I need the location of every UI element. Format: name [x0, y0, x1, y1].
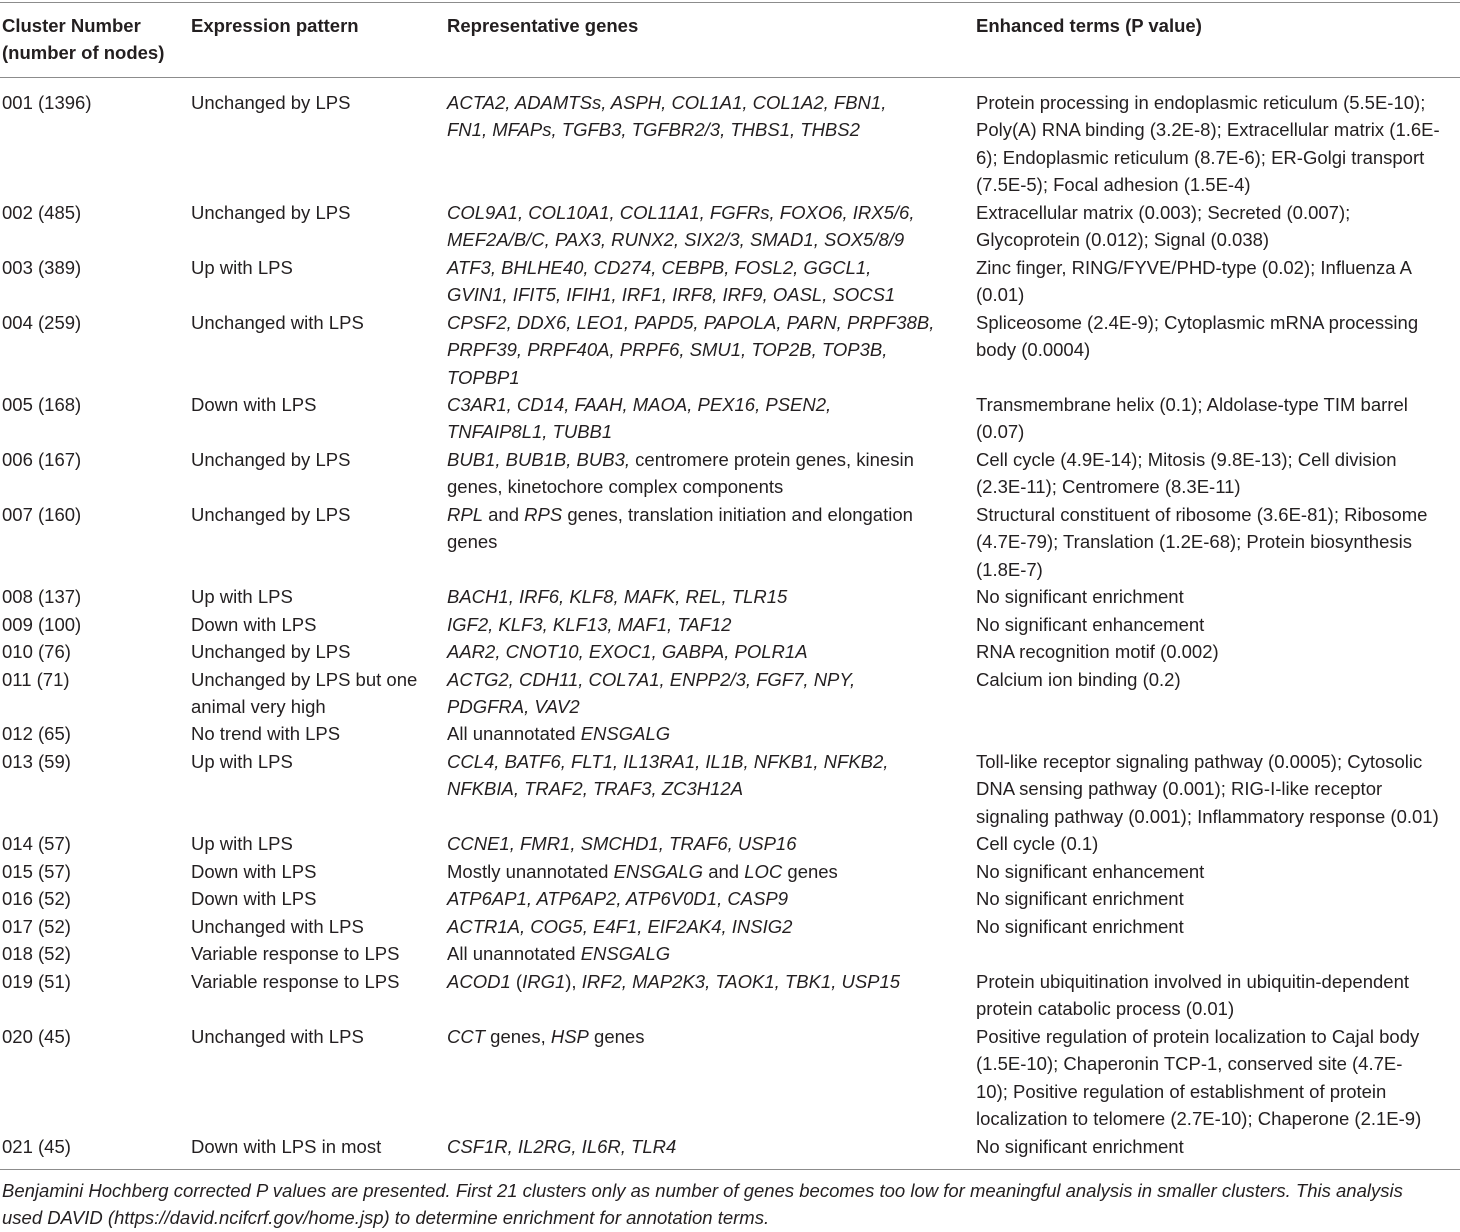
representative-genes	[447, 858, 838, 885]
representative-genes	[447, 528, 913, 555]
gene-text: ACTR1A, COG5, E4F1, EIF2AK4, INSIG2	[447, 916, 793, 937]
gene-text: RPS	[524, 504, 563, 525]
header-text: Expression pattern	[191, 15, 359, 36]
enhanced-terms: No significant enrichment	[976, 586, 1184, 607]
enhanced-terms: Zinc finger, RING/FYVE/PHD-type (0.02); Influenza A	[976, 257, 1412, 278]
enhanced-terms: No significant enrichment	[976, 916, 1184, 937]
gene-text: ACOD1	[447, 971, 511, 992]
header-col1	[2, 12, 164, 67]
representative-genes	[447, 666, 855, 693]
header-col3	[447, 12, 638, 39]
cluster-number: 020 (45)	[2, 1026, 71, 1047]
enhanced-terms: No significant enhancement	[976, 614, 1205, 635]
gene-text: genes,	[485, 1026, 551, 1047]
gene-text: PDGFRA, VAV2	[447, 696, 580, 718]
cluster-number: 012 (65)	[2, 723, 71, 744]
gene-text: COL9A1, COL10A1, COL11A1, FGFRs, FOXO6, IRX5/6,	[447, 202, 915, 223]
gene-text: HSP	[550, 1026, 589, 1047]
representative-genes	[447, 693, 855, 720]
expression-pattern: Up with LPS	[191, 751, 293, 772]
gene-text: RPL	[447, 504, 483, 525]
gene-text: and	[483, 504, 525, 525]
gene-text: IGF2, KLF3, KLF13, MAF1, TAF12	[447, 614, 732, 635]
enhanced-terms: DNA sensing pathway (0.001); RIG-I-like receptor	[976, 778, 1383, 800]
gene-text: All unannotated	[447, 943, 581, 964]
representative-genes	[447, 391, 831, 418]
enhanced-terms: Cell cycle (0.1)	[976, 833, 1099, 854]
enhanced-terms: RNA recognition motif (0.002)	[976, 641, 1219, 662]
header-text: Representative genes	[447, 15, 639, 36]
enhanced-terms: No significant enrichment	[976, 1136, 1184, 1157]
enhanced-terms: 6); Endoplasmic reticulum (8.7E-6); ER-Golgi transport	[976, 146, 1425, 168]
header-col2	[191, 12, 359, 39]
enhanced-terms: (4.7E-79); Translation (1.2E-68); Protein biosynthesis	[976, 531, 1412, 553]
expression-pattern: Down with LPS	[191, 888, 317, 909]
representative-genes	[447, 254, 895, 281]
gene-text: TNFAIP8L1, TUBB1	[447, 421, 613, 443]
representative-genes	[447, 775, 888, 802]
cluster-number: 003 (389)	[2, 257, 82, 278]
gene-text: ATF3, BHLHE40, CD274, CEBPB, FOSL2, GGCL1,	[447, 257, 872, 278]
header-rule	[0, 77, 1460, 78]
representative-genes	[447, 199, 914, 226]
gene-text: (	[510, 971, 523, 992]
enhanced-terms: No significant enhancement	[976, 861, 1205, 882]
enhanced-terms: (0.01)	[976, 284, 1025, 306]
gene-text: GVIN1, IFIT5, IFIH1, IRF1, IRF8, IRF9, OASL, SOCS1	[447, 284, 896, 306]
cluster-number: 005 (168)	[2, 394, 82, 415]
gene-text: ENSGALG	[580, 723, 671, 744]
cluster-number: 016 (52)	[2, 888, 71, 909]
enhanced-terms: (1.5E-10); Chaperonin TCP-1, conserved site (4.7E-	[976, 1053, 1403, 1075]
cluster-number: 017 (52)	[2, 916, 71, 937]
enhanced-terms: Cell cycle (4.9E-14); Mitosis (9.8E-13); Cell division	[976, 449, 1397, 470]
representative-genes	[447, 611, 731, 638]
enhanced-terms: Transmembrane helix (0.1); Aldolase-type TIM barrel	[976, 394, 1408, 415]
top-rule	[0, 2, 1460, 3]
enhanced-terms: (1.8E-7)	[976, 558, 1043, 580]
cluster-number: 008 (137)	[2, 586, 82, 607]
representative-genes	[447, 473, 914, 500]
gene-text: ATP6AP1, ATP6AP2, ATP6V0D1, CASP9	[447, 888, 789, 909]
header-text: Enhanced terms (P value)	[976, 15, 1202, 36]
representative-genes	[447, 1133, 676, 1160]
representative-genes	[447, 638, 808, 665]
enhanced-terms: Extracellular matrix (0.003); Secreted (0.007);	[976, 202, 1351, 223]
enhanced-terms: signaling pathway (0.001); Inflammatory response (0.01)	[976, 805, 1439, 827]
expression-pattern: Unchanged with LPS	[191, 1026, 364, 1047]
representative-genes	[447, 336, 934, 363]
gene-text: CCNE1, FMR1, SMCHD1, TRAF6, USP16	[447, 833, 797, 854]
expression-pattern: Unchanged by LPS	[191, 202, 351, 223]
representative-genes	[447, 940, 670, 967]
expression-pattern: Unchanged by LPS	[191, 449, 351, 470]
enhanced-terms: localization to telomere (2.7E-10); Chaperone (2.1E-9)	[976, 1107, 1422, 1129]
gene-text: BACH1, IRF6, KLF8, MAFK, REL, TLR15	[447, 586, 788, 607]
header-col4	[976, 12, 1202, 39]
expression-pattern: Down with LPS	[191, 614, 317, 635]
gene-text: ENSGALG	[613, 861, 704, 882]
representative-genes	[447, 913, 792, 940]
representative-genes	[447, 720, 670, 747]
cluster-number: 009 (100)	[2, 614, 82, 635]
representative-genes	[447, 309, 934, 336]
enhanced-terms: Toll-like receptor signaling pathway (0.0005); Cytosolic	[976, 751, 1423, 772]
gene-text: CCL4, BATF6, FLT1, IL13RA1, IL1B, NFKB1, NFKB2,	[447, 751, 889, 772]
footnote-line: Benjamini Hochberg corrected P values are presented. First 21 clusters only as number of genes becomes too low for meaningful analysis in smaller clusters. This analysis	[2, 1180, 1403, 1201]
expression-pattern: animal very high	[191, 696, 326, 718]
cluster-number: 018 (52)	[2, 943, 71, 964]
representative-genes	[447, 968, 900, 995]
expression-pattern: Unchanged by LPS	[191, 92, 351, 113]
representative-genes	[447, 281, 895, 308]
gene-text: genes	[588, 1026, 645, 1047]
gene-text: FN1, MFAPs, TGFB3, TGFBR2/3, THBS1, THBS2	[447, 119, 860, 141]
enhanced-terms: protein catabolic process (0.01)	[976, 998, 1235, 1020]
enhanced-terms: 10); Positive regulation of establishment of protein	[976, 1080, 1387, 1102]
gene-text: LOC	[744, 861, 783, 882]
cluster-number: 010 (76)	[2, 641, 71, 662]
expression-pattern: Unchanged by LPS	[191, 641, 351, 662]
gene-text: CPSF2, DDX6, LEO1, PAPD5, PAPOLA, PARN, PRPF38B,	[447, 312, 935, 333]
gene-text: TOPBP1	[447, 366, 520, 388]
enhanced-terms: Spliceosome (2.4E-9); Cytoplasmic mRNA processing	[976, 312, 1419, 333]
gene-text: ),	[565, 971, 582, 992]
header-text: (number of nodes)	[2, 42, 165, 64]
gene-text: AAR2, CNOT10, EXOC1, GABPA, POLR1A	[447, 641, 808, 662]
representative-genes	[447, 226, 914, 253]
representative-genes	[447, 748, 888, 775]
gene-text: Mostly unannotated	[447, 861, 614, 882]
representative-genes	[447, 583, 787, 610]
gene-text: IRF2, MAP2K3, TAOK1, TBK1, USP15	[581, 971, 901, 992]
enhanced-terms: body (0.0004)	[976, 339, 1091, 361]
enhanced-terms: No significant enrichment	[976, 888, 1184, 909]
gene-text: All unannotated	[447, 723, 581, 744]
gene-text: ACTA2, ADAMTSs, ASPH, COL1A1, COL1A2, FBN1,	[447, 92, 887, 113]
gene-text: C3AR1, CD14, FAAH, MAOA, PEX16, PSEN2,	[447, 394, 832, 415]
expression-pattern: Up with LPS	[191, 833, 293, 854]
cluster-number: 001 (1396)	[2, 92, 92, 113]
gene-text: PRPF39, PRPF40A, PRPF6, SMU1, TOP2B, TOP3B,	[447, 339, 888, 361]
expression-pattern: Down with LPS	[191, 861, 317, 882]
enhanced-terms: (7.5E-5); Focal adhesion (1.5E-4)	[976, 173, 1251, 195]
representative-genes	[447, 364, 934, 391]
bottom-rule	[0, 1169, 1460, 1170]
enhanced-terms: Poly(A) RNA binding (3.2E-8); Extracellular matrix (1.6E-	[976, 119, 1440, 141]
cluster-number: 014 (57)	[2, 833, 71, 854]
gene-text: MEF2A/B/C, PAX3, RUNX2, SIX2/3, SMAD1, SOX5/8/9	[447, 229, 905, 251]
representative-genes	[447, 830, 797, 857]
cluster-number: 007 (160)	[2, 504, 82, 525]
expression-pattern: Unchanged with LPS	[191, 916, 364, 937]
expression-pattern: Unchanged by LPS but one	[191, 669, 418, 690]
cluster-number: 013 (59)	[2, 751, 71, 772]
expression-pattern: Up with LPS	[191, 586, 293, 607]
enhanced-terms: (2.3E-11); Centromere (8.3E-11)	[976, 476, 1241, 498]
gene-text: centromere protein genes, kinesin	[630, 449, 914, 470]
enhanced-terms: Positive regulation of protein localization to Cajal body	[976, 1026, 1420, 1047]
gene-text: ENSGALG	[580, 943, 671, 964]
gene-text: CSF1R, IL2RG, IL6R, TLR4	[447, 1136, 677, 1157]
gene-text: BUB1, BUB1B, BUB3,	[447, 449, 631, 470]
expression-pattern: Up with LPS	[191, 257, 293, 278]
expression-pattern: Unchanged with LPS	[191, 312, 364, 333]
gene-text: NFKBIA, TRAF2, TRAF3, ZC3H12A	[447, 778, 744, 800]
enhanced-terms: Glycoprotein (0.012); Signal (0.038)	[976, 229, 1270, 251]
representative-genes	[447, 501, 913, 528]
representative-genes	[447, 418, 831, 445]
representative-genes	[447, 446, 914, 473]
expression-pattern: Down with LPS	[191, 394, 317, 415]
cluster-number: 006 (167)	[2, 449, 82, 470]
gene-text: genes	[447, 531, 498, 553]
enhanced-terms: Protein processing in endoplasmic reticulum (5.5E-10);	[976, 92, 1426, 113]
enhanced-terms: Protein ubiquitination involved in ubiquitin-dependent	[976, 971, 1410, 992]
cluster-number: 011 (71)	[2, 669, 70, 690]
representative-genes	[447, 885, 788, 912]
gene-text: and	[703, 861, 745, 882]
expression-pattern: Unchanged by LPS	[191, 504, 351, 525]
footnote-line: used DAVID (https://david.ncifcrf.gov/home.jsp) to determine enrichment for annotation terms.	[2, 1207, 770, 1229]
gene-text: genes, translation initiation and elongation	[562, 504, 913, 525]
cluster-number: 004 (259)	[2, 312, 82, 333]
table-footnote	[2, 1177, 1458, 1232]
enhanced-terms: Structural constituent of ribosome (3.6E-81); Ribosome	[976, 504, 1428, 525]
gene-text: IRG1	[522, 971, 566, 992]
gene-text: genes, kinetochore complex components	[447, 476, 784, 498]
gene-text: CCT	[447, 1026, 486, 1047]
representative-genes	[447, 116, 886, 143]
gene-text: genes	[782, 861, 838, 882]
cluster-number: 021 (45)	[2, 1136, 71, 1157]
expression-pattern: Variable response to LPS	[191, 971, 400, 992]
expression-pattern: No trend with LPS	[191, 723, 341, 744]
enhanced-terms: Calcium ion binding (0.2)	[976, 669, 1181, 690]
expression-pattern: Variable response to LPS	[191, 943, 400, 964]
enhanced-terms: (0.07)	[976, 421, 1025, 443]
representative-genes	[447, 1023, 644, 1050]
header-text: Cluster Number	[2, 15, 141, 36]
gene-text: ACTG2, CDH11, COL7A1, ENPP2/3, FGF7, NPY,	[447, 669, 856, 690]
cluster-number: 015 (57)	[2, 861, 71, 882]
representative-genes	[447, 89, 886, 116]
expression-pattern: Down with LPS in most	[191, 1136, 382, 1157]
cluster-number: 019 (51)	[2, 971, 71, 992]
cluster-number: 002 (485)	[2, 202, 82, 223]
